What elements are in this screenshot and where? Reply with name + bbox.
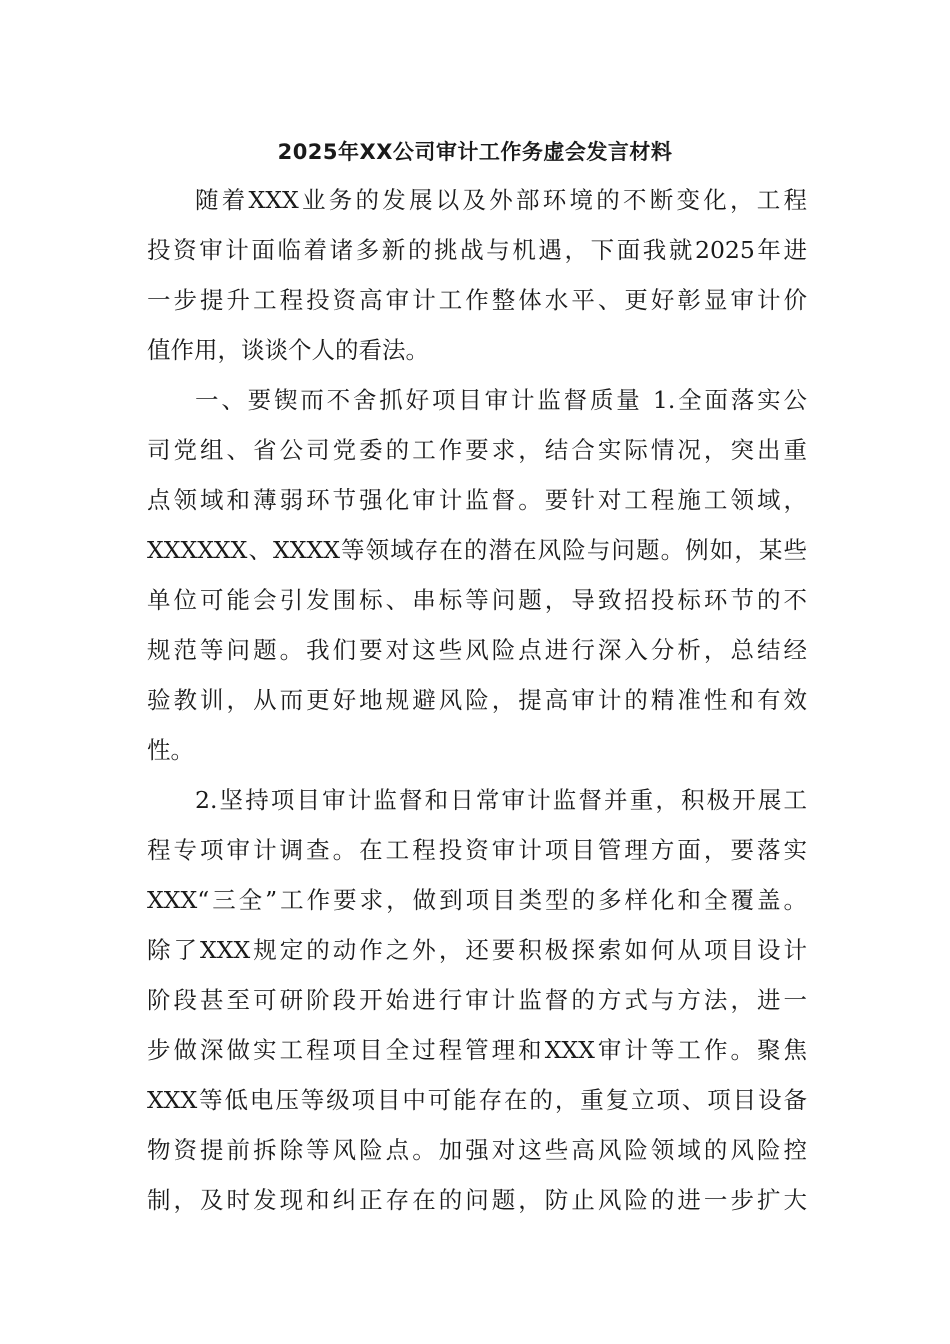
paragraph-line: 一步提升工程投资高审计工作整体水平、更好彰显审计价 bbox=[147, 286, 807, 314]
paragraph-line: 除了XXX规定的动作之外，还要积极探索如何从项目设计 bbox=[147, 936, 807, 964]
paragraph-line: 值作用，谈谈个人的看法。 bbox=[147, 336, 429, 364]
paragraph-line: 随着XXX业务的发展以及外部环境的不断变化，工程 bbox=[195, 186, 807, 214]
paragraph-line: 步做深做实工程项目全过程管理和XXX审计等工作。聚焦 bbox=[147, 1036, 807, 1064]
paragraph-line: XXX“三全”工作要求，做到项目类型的多样化和全覆盖。 bbox=[147, 886, 807, 914]
paragraph-line: 程专项审计调查。在工程投资审计项目管理方面，要落实 bbox=[147, 836, 807, 864]
paragraph-line: 点领域和薄弱环节强化审计监督。要针对工程施工领域， bbox=[147, 486, 807, 514]
paragraph-line: 规范等问题。我们要对这些风险点进行深入分析，总结经 bbox=[147, 636, 807, 664]
paragraph-line: 投资审计面临着诸多新的挑战与机遇，下面我就2025年进 bbox=[147, 236, 807, 264]
paragraph-line: 制，及时发现和纠正存在的问题，防止风险的进一步扩大 bbox=[147, 1186, 807, 1214]
document-title: 2025年XX公司审计工作务虚会发言材料 bbox=[277, 140, 673, 164]
paragraph-line: 单位可能会引发围标、串标等问题，导致招投标环节的不 bbox=[147, 586, 807, 614]
paragraph-line: 验教训，从而更好地规避风险，提高审计的精准性和有效 bbox=[147, 686, 807, 714]
paragraph-line: 阶段甚至可研阶段开始进行审计监督的方式与方法，进一 bbox=[147, 986, 807, 1014]
paragraph-line: 2.坚持项目审计监督和日常审计监督并重，积极开展工 bbox=[195, 786, 807, 814]
paragraph-line: 性。 bbox=[147, 736, 194, 764]
paragraph-line: 一、要锲而不舍抓好项目审计监督质量 1.全面落实公 bbox=[195, 386, 807, 414]
paragraph-line: 司党组、省公司党委的工作要求，结合实际情况，突出重 bbox=[147, 436, 807, 464]
paragraph-line: XXX等低电压等级项目中可能存在的，重复立项、项目设备 bbox=[147, 1086, 807, 1114]
paragraph-line: 物资提前拆除等风险点。加强对这些高风险领域的风险控 bbox=[147, 1136, 807, 1164]
paragraph-line: XXXXXX、XXXX等领域存在的潜在风险与问题。例如，某些 bbox=[147, 536, 807, 564]
